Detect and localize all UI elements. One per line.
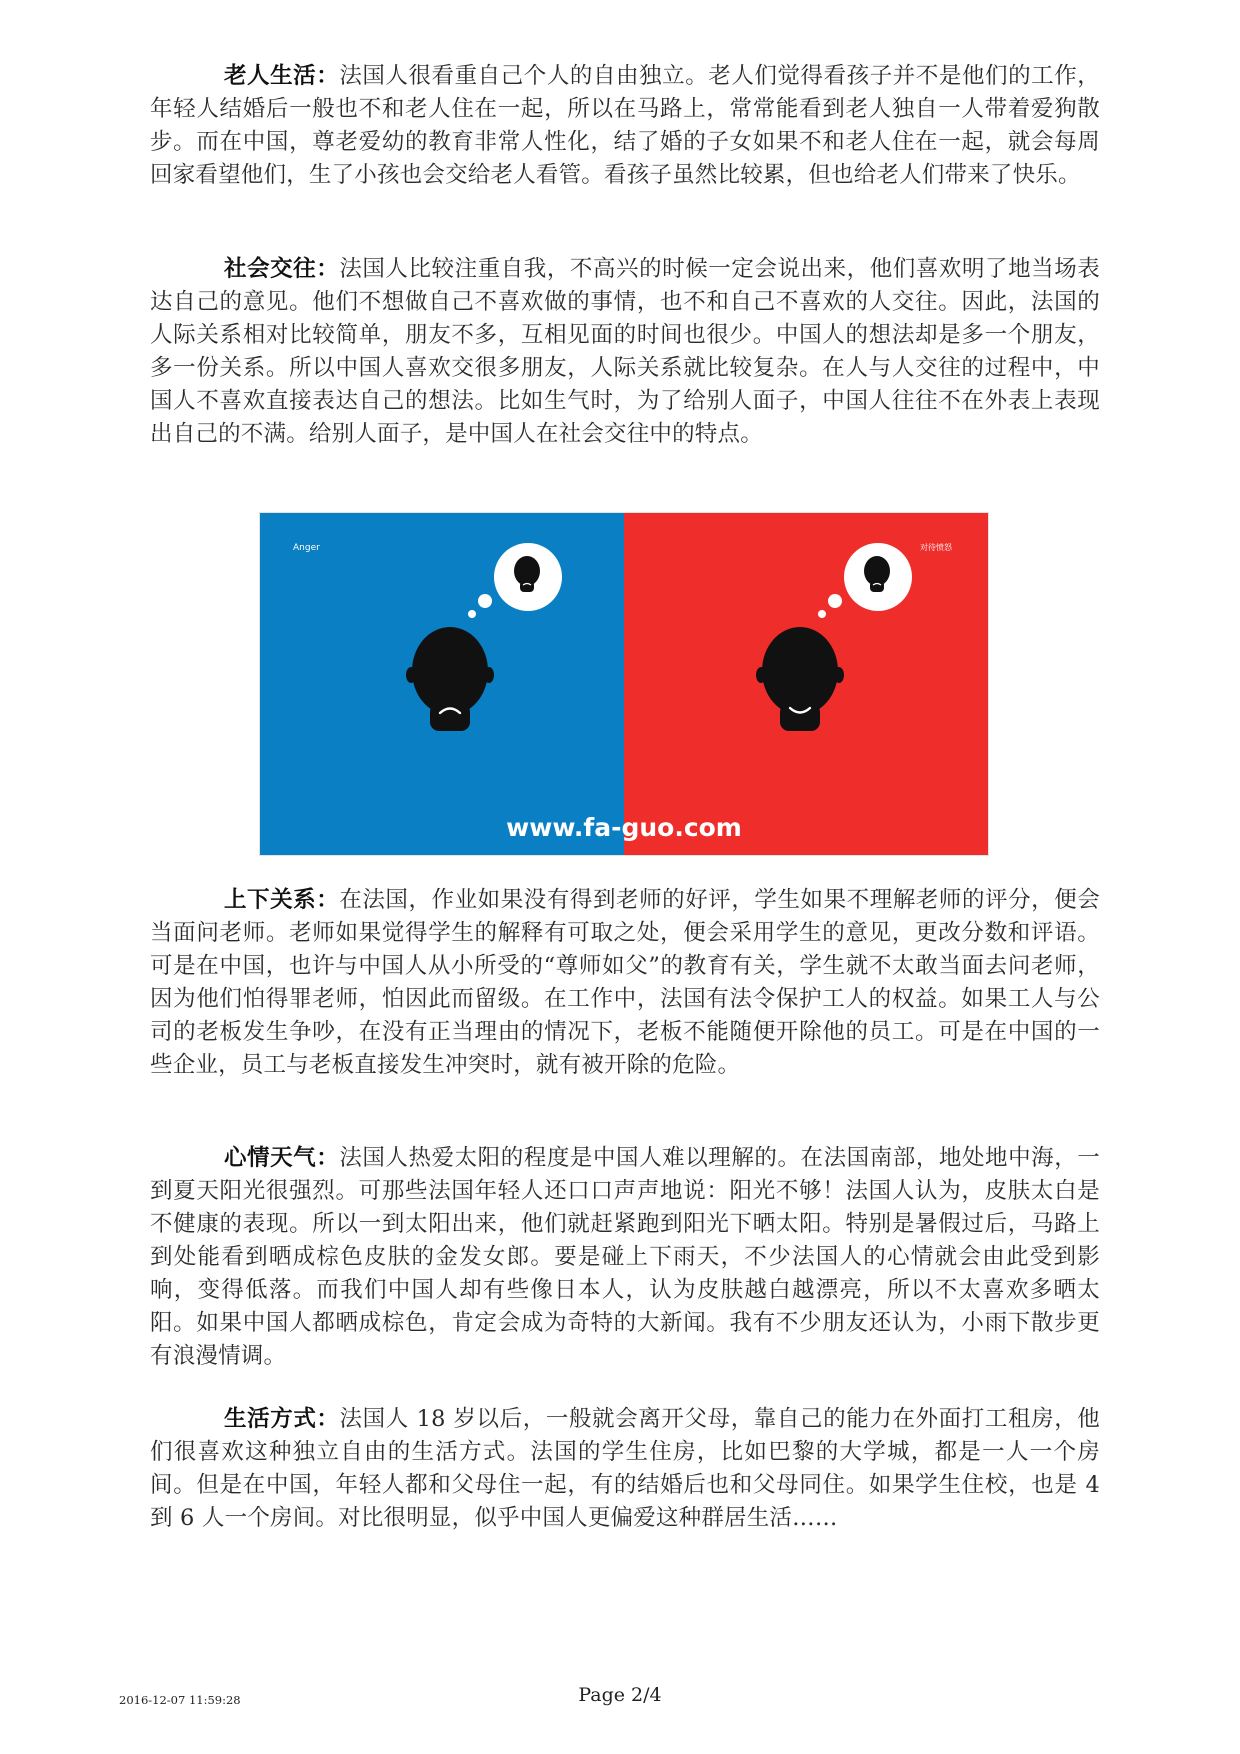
paragraph-hierarchy [150, 884, 1100, 1082]
paragraph-heading: 社会交往： [224, 256, 340, 282]
left-label: Anger [293, 543, 320, 553]
paragraph-lifestyle [150, 1403, 1100, 1535]
footer-timestamp: 2016-12-07 11:59:28 [119, 1693, 241, 1707]
right-label: 对待愤怒 [920, 543, 952, 552]
paragraph-heading: 老人生活： [224, 63, 340, 89]
paragraph-text: 法国人比较注重自我，不高兴的时候一定会说出来，他们喜欢明了地当场表达自己的意见。他们不想做自己不喜欢做的事情，也不和自己不喜欢的人交往。因此，法国的人际关系相对比较简单，朋友不多，互相见面的时间也很少。中国人的想法却是多一个朋友，多一份关系。所以中国人喜欢交很多朋友，人际关系就比较复杂。在人与人交往的过程中，中国人不喜欢直接表达自己的想法。比如生气时，为了给别人面子，中国人往往不在外表上表现出自己的不满。给别人面子，是中国人在社会交往中的特点。 [150, 256, 1100, 447]
paragraph-elderly-life [150, 60, 1100, 192]
website-url: www.fa-guo.com [506, 813, 742, 842]
illustration-canvas [260, 513, 988, 855]
paragraph-text: 法国人很看重自己个人的自由独立。老人们觉得看孩子并不是他们的工作，年轻人结婚后一般也不和老人住在一起，所以在马路上，常常能看到老人独自一人带着爱狗散步。而在中国，尊老爱幼的教育非常人性化，结了婚的子女如果不和老人住在一起，就会每周回家看望他们，生了小孩也会交给老人看管。看孩子虽然比较累，但也给老人们带来了快乐。 [150, 63, 1100, 188]
paragraph-heading: 上下关系： [224, 887, 340, 913]
paragraph-text: 法国人热爱太阳的程度是中国人难以理解的。在法国南部，地处地中海，一到夏天阳光很强烈。可那些法国年轻人还口口声声地说：阳光不够！法国人认为，皮肤太白是不健康的表现。所以一到太阳出来，他们就赶紧跑到阳光下晒太阳。特别是暑假过后，马路上到处能看到晒成棕色皮肤的金发女郎。要是碰上下雨天，不少法国人的心情就会由此受到影响，变得低落。而我们中国人却有些像日本人，认为皮肤越白越漂亮，所以不太喜欢多晒太阳。如果中国人都晒成棕色，肯定会成为奇特的大新闻。我有不少朋友还认为，小雨下散步更有浪漫情调。 [150, 1145, 1100, 1369]
paragraph-heading: 心情天气： [224, 1145, 340, 1171]
paragraph-heading: 生活方式： [224, 1406, 340, 1432]
paragraph-text: 法国人 18 岁以后，一般就会离开父母，靠自己的能力在外面打工租房，他们很喜欢这种独立自由的生活方式。法国的学生住房，比如巴黎的大学城，都是一人一个房间。但是在中国，年轻人都和父母住一起，有的结婚后也和父母同住。如果学生住校，也是 4 到 6 人一个房间。对比很明显，似乎中国人更偏爱这种群居生活…… [150, 1406, 1100, 1531]
page-number: Page 2/4 [578, 1684, 662, 1706]
paragraph-social-interaction [150, 253, 1100, 451]
paragraph-text: 在法国，作业如果没有得到老师的好评，学生如果不理解老师的评分，便会当面问老师。老师如果觉得学生的解释有可取之处，便会采用学生的意见，更改分数和评语。可是在中国，也许与中国人从小所受的“尊师如父”的教育有关，学生就不太敢当面去问老师，因为他们怕得罪老师，怕因此而留级。在工作中，法国有法令保护工人的权益。如果工人与公司的老板发生争吵，在没有正当理由的情况下，老板不能随便开除他的员工。可是在中国的一些企业，员工与老板直接发生冲突时，就有被开除的危险。 [150, 887, 1100, 1078]
paragraph-mood-weather [150, 1142, 1100, 1373]
anger-comparison-illustration [259, 512, 989, 856]
